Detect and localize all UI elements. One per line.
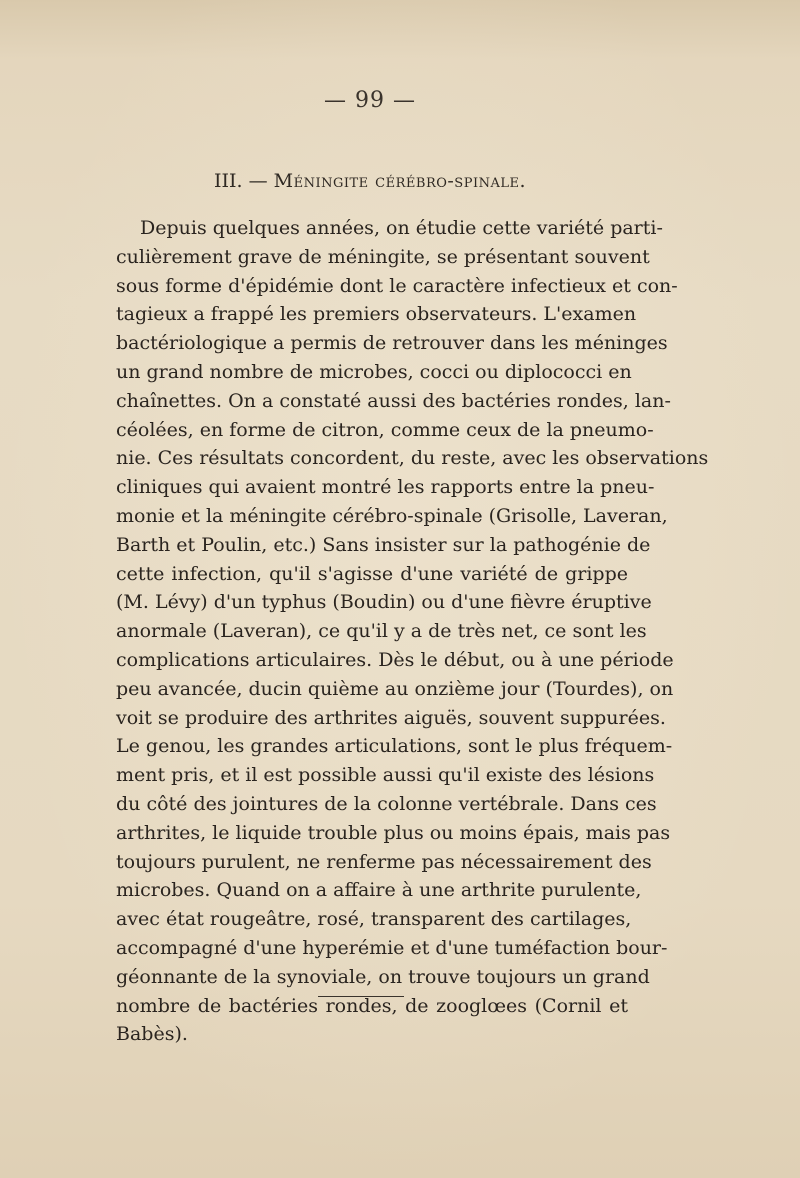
text-line: anormale (Laveran), ce qu'il y a de très net, ce sont les [116,620,647,643]
text-line: accompagné d'une hyperémie et d'une tuméfaction bour- [116,936,668,959]
section-heading [0,170,740,192]
text-line: tagieux a frappé les premiers observateurs. L'examen [116,303,637,326]
text-line: arthrites, le liquide trouble plus ou moins épais, mais pas [116,821,671,844]
text-line: Depuis quelques années, on étudie cette variété parti- [140,217,663,239]
text-line: peu avancée, ducin quième au onzième jour (Tourdes), on [116,677,674,700]
text-line: sous forme d'épidémie dont le caractère infectieux et con- [116,274,678,297]
text-line: géonnante de la synoviale, on trouve toujours un grand [116,965,650,988]
body-paragraph [116,214,709,1049]
text-line: nie. Ces résultats concordent, du reste, avec les observations [116,447,709,470]
text-line: cette infection, qu'il s'agisse d'une variété de grippe [116,562,628,585]
text-line: culièrement grave de méningite, se présentant souvent [116,245,650,268]
section-numeral: III. — [213,170,268,192]
text-line: céolées, en forme de citron, comme ceux de la pneumo- [116,418,654,441]
text-line: Barth et Poulin, etc.) Sans insister sur la pathogénie de [116,533,651,556]
text-line: Babès). [116,1023,188,1046]
text-line: nombre de bactéries rondes, de zooglœes (Cornil et [116,994,628,1017]
page-number: — 99 — [324,88,416,113]
text-line: microbes. Quand on a affaire à une arthrite purulente, [116,879,642,902]
section-end-rule [318,996,404,997]
text-line: chaînettes. On a constaté aussi des bactéries rondes, lan- [116,389,671,412]
text-line: un grand nombre de microbes, cocci ou diplococci en [116,360,632,383]
text-line: voit se produire des arthrites aiguës, souvent suppurées. [116,706,666,729]
text-line: Le genou, les grandes articulations, sont le plus fréquem- [116,735,673,758]
text-line: bactériologique a permis de retrouver dans les méninges [116,332,668,355]
text-line: ment pris, et il est possible aussi qu'il existe des lésions [116,764,655,787]
text-line: complications articulaires. Dès le début, ou à une période [116,648,674,671]
text-line: du côté des jointures de la colonne vertébrale. Dans ces [116,792,657,815]
text-line: toujours purulent, ne renferme pas nécessairement des [116,850,652,873]
text-line: (M. Lévy) d'un typhus (Boudin) ou d'une fièvre éruptive [116,591,652,614]
text-line: monie et la méningite cérébro-spinale (Grisolle, Laveran, [116,504,668,527]
text-line: cliniques qui avaient montré les rapports entre la pneu- [116,476,655,499]
text-line: avec état rougeâtre, rosé, transparent des cartilages, [116,908,632,931]
section-title: Méningite cérébro-spinale. [273,170,527,192]
